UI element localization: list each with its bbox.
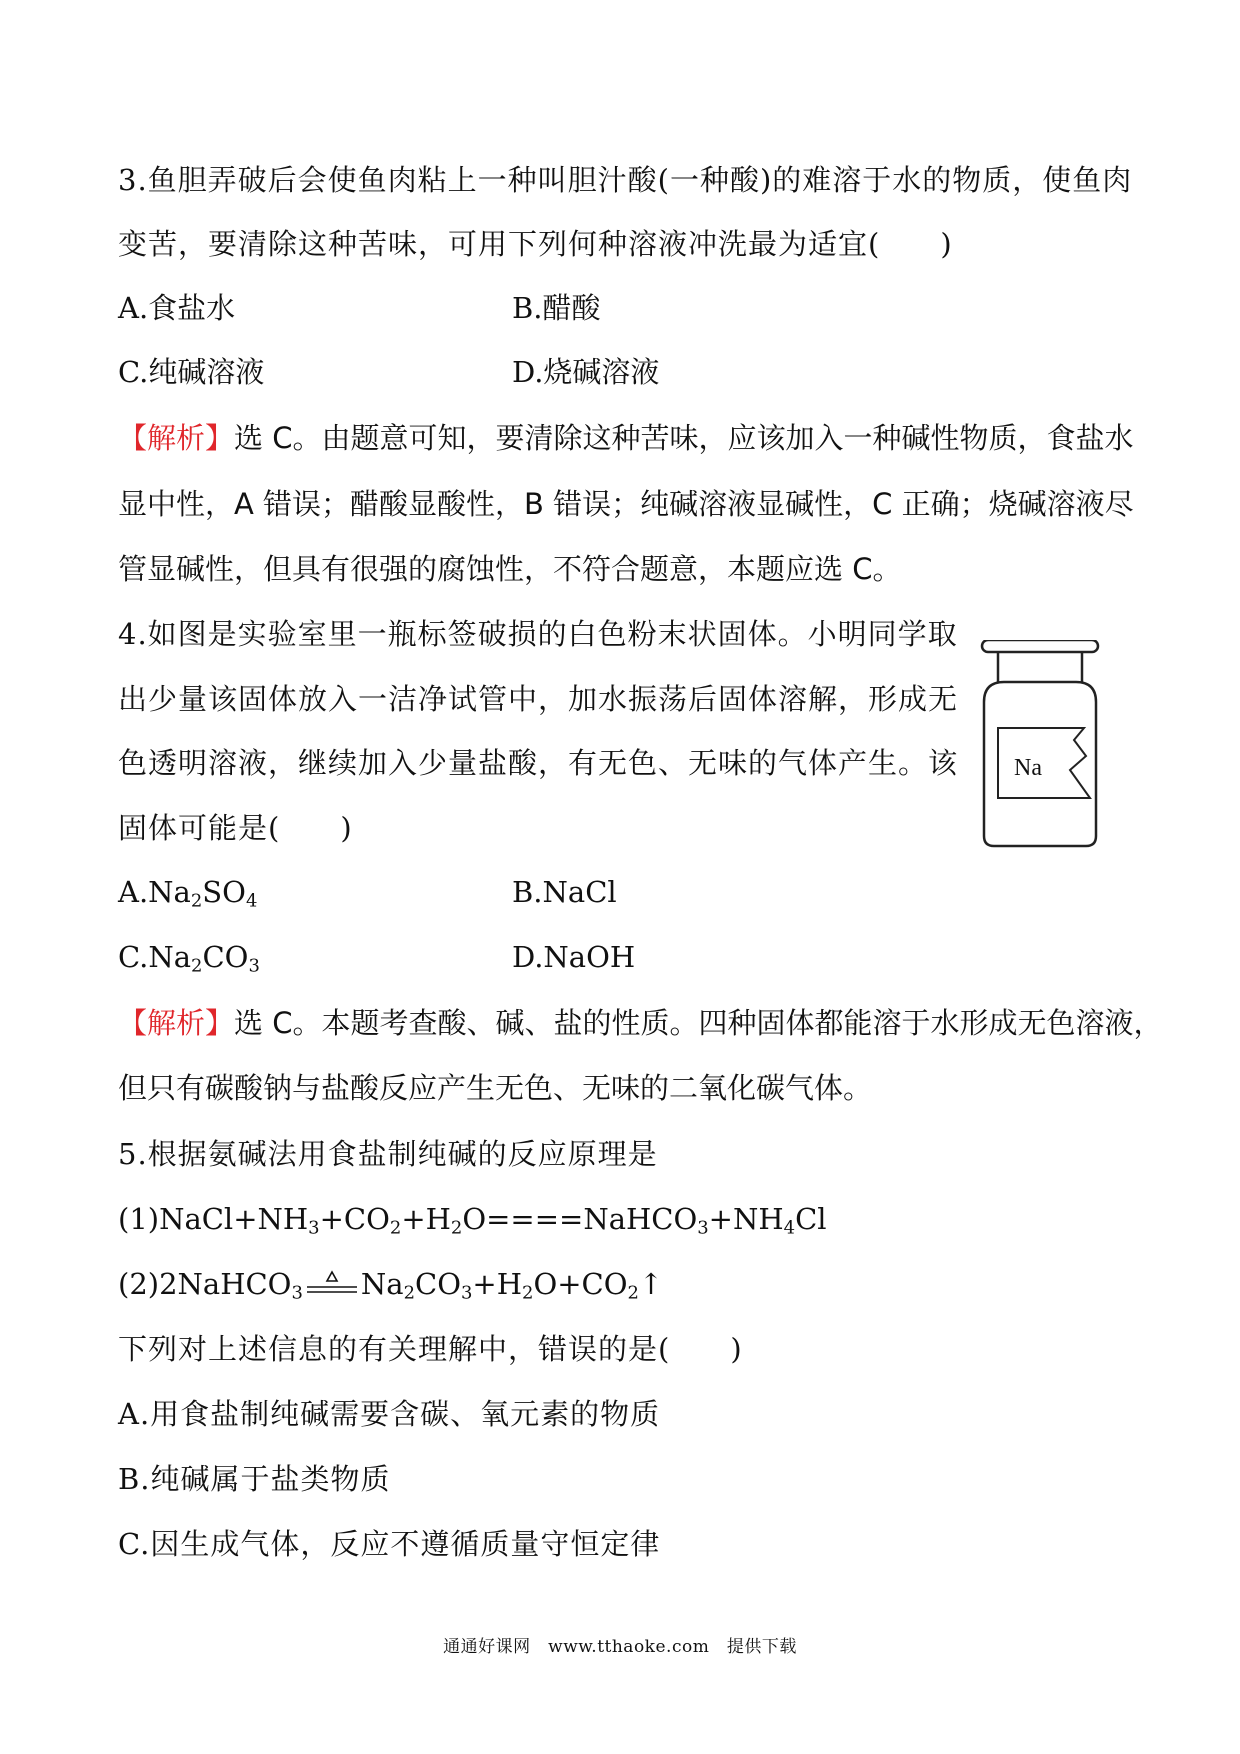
q4-stem-line1: 4.如图是实验室里一瓶标签破损的白色粉末状固体。小明同学取 (118, 617, 958, 651)
q3-option-d: D.烧碱溶液 (512, 355, 660, 389)
q4-analysis-line1 (118, 1003, 1162, 1043)
bottle-label-text: Na (1014, 755, 1042, 781)
q4-stem-line2: 出少量该固体放入一洁净试管中，加水振荡后固体溶解，形成无 (118, 682, 959, 716)
q3-analysis-line3: 管显碱性，但具有很强的腐蚀性，不符合题意，本题应选 C。 (118, 552, 902, 586)
q5-option-a: A.用食盐制纯碱需要含碳、氧元素的物质 (118, 1397, 661, 1431)
q5-option-b: B.纯碱属于盐类物质 (118, 1462, 391, 1496)
heating-condition-icon (303, 1268, 361, 1298)
q4-stem-line3: 色透明溶液，继续加入少量盐酸，有无色、无味的气体产生。该 (118, 746, 959, 780)
q3-analysis-line2: 显中性，A 错误；醋酸显酸性，B 错误；纯碱溶液显碱性，C 正确；烧碱溶液尽 (118, 487, 1134, 521)
q3-option-b: B.醋酸 (512, 291, 601, 325)
q4-analysis-line2: 但只有碳酸钠与盐酸反应产生无色、无味的二氧化碳气体。 (118, 1071, 873, 1105)
q5-equation-1: $(1)NaCl+NH_3+CO_2+H_2O====NaHCO_3+NH_4Cl$ (118, 1202, 827, 1239)
q4-analysis-text1: 选 C。本题考查酸、碱、盐的性质。四种固体都能溶于水形成无色溶液， (234, 1006, 1163, 1040)
q3-option-a: A.食盐水 (118, 291, 236, 325)
q5-option-c: C.因生成气体，反应不遵循质量守恒定律 (118, 1527, 661, 1561)
torn-label (998, 728, 1090, 798)
footer-source-note: 通通好课网 www.tthaoke.com 提供下载 (443, 1637, 797, 1657)
q3-analysis-text1: 选 C。由题意可知，要清除这种苦味，应该加入一种碱性物质，食盐水 (234, 421, 1134, 455)
q4-option-b: B.NaCl (512, 875, 617, 909)
bottle-cap (982, 640, 1098, 652)
analysis-label: 【解析】 (118, 421, 235, 455)
q3-analysis-line1 (118, 418, 1133, 458)
q5-stem: 5.根据氨碱法用食盐制纯碱的反应原理是 (118, 1137, 658, 1171)
analysis-label: 【解析】 (118, 1006, 235, 1040)
q3-stem-line1: 3.鱼胆弄破后会使鱼肉粘上一种叫胆汁酸(一种酸)的难溶于水的物质，使鱼肉 (118, 163, 1133, 197)
q5-equation-2: (2)2NaHCO$_3$ $Na_2CO_3+H_2O+CO_2↑$ (118, 1267, 664, 1304)
q3-stem-line2: 变苦，要清除这种苦味，可用下列何种溶液冲洗最为适宜( ) (118, 227, 953, 261)
q3-option-c: C.纯碱溶液 (118, 355, 265, 389)
q4-option-d: D.NaOH (512, 940, 636, 974)
q4-option-a: $A.Na_2SO_4$ (118, 875, 258, 912)
reagent-bottle-figure (970, 640, 1110, 850)
q5-question: 下列对上述信息的有关理解中，错误的是( ) (118, 1332, 743, 1366)
bottle-neck (998, 652, 1082, 682)
q4-stem-line4: 固体可能是( ) (118, 811, 353, 845)
q4-option-c: $C.Na_2CO_3$ (118, 940, 260, 977)
